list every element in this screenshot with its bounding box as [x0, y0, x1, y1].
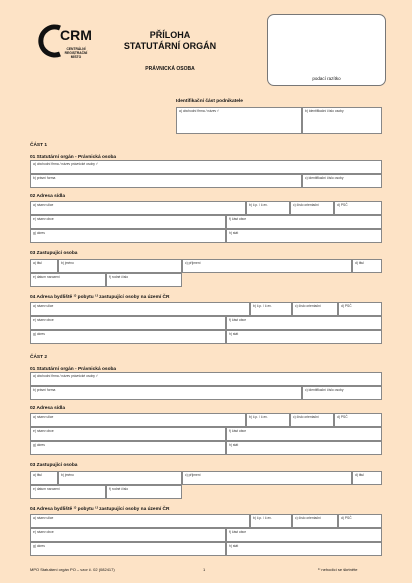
municipality-field[interactable]: e) název obce — [30, 427, 226, 441]
section-heading: 04 Adresa bydliště ¹⁾ pobytu ¹⁾ zastupující osoby na území ČR — [30, 507, 170, 512]
postcode-field[interactable]: d) PSČ — [334, 413, 382, 427]
svg-text:CRM: CRM — [60, 27, 92, 43]
ident-ico-field[interactable]: b) identifikační číslo osoby — [302, 107, 382, 134]
orientation-number-field[interactable]: c) číslo orientační — [292, 514, 338, 528]
municipality-part-field[interactable]: f) část obce — [226, 215, 382, 229]
district-field[interactable]: g) okres — [30, 542, 226, 556]
first-name-field[interactable]: b) jméno — [58, 259, 182, 273]
street-field[interactable]: a) název ulice — [30, 514, 250, 528]
stamp-box[interactable] — [267, 14, 386, 86]
section-heading: 03 Zastupující osoba — [30, 251, 78, 256]
form-id: MPO Statutární orgán PO – vzor č. 02 (082417) — [30, 567, 115, 572]
logo-subtitle: CENTRÁLNÍ REGISTRAČNÍ MÍSTO — [64, 47, 88, 59]
page-number: 1 — [203, 567, 206, 572]
country-field[interactable]: h) stát — [226, 330, 382, 344]
street-field[interactable]: a) název ulice — [30, 201, 246, 215]
section-heading: 04 Adresa bydliště ¹⁾ pobytu ¹⁾ zastupující osoby na území ČR — [30, 295, 170, 300]
section-heading: 02 Adresa sídla — [30, 194, 66, 199]
country-field[interactable]: h) stát — [226, 542, 382, 556]
birth-number-field[interactable]: f) rodné číslo — [106, 273, 182, 287]
company-name-field[interactable]: a) obchodní firma / název právnické osoby ¹⁾ — [30, 372, 382, 386]
postcode-field[interactable]: d) PSČ — [338, 514, 382, 528]
house-number-field[interactable]: b) č.p. / č.ev. — [250, 302, 292, 316]
surname-field[interactable]: c) příjmení — [182, 471, 352, 485]
surname-field[interactable]: c) příjmení — [182, 259, 352, 273]
municipality-part-field[interactable]: f) část obce — [226, 316, 382, 330]
title-before-field[interactable]: a) titul — [30, 471, 58, 485]
municipality-part-field[interactable]: f) část obce — [226, 427, 382, 441]
section-heading: 01 Statutární orgán - Právnická osoba — [30, 155, 117, 160]
birth-date-field[interactable]: e) datum narození — [30, 273, 106, 287]
municipality-field[interactable]: e) název obce — [30, 528, 226, 542]
title-before-field[interactable]: a) titul — [30, 259, 58, 273]
legal-form-field[interactable]: b) právní forma — [30, 386, 302, 400]
district-field[interactable]: g) okres — [30, 441, 226, 455]
country-field[interactable]: h) stát — [226, 229, 382, 243]
title-after-field[interactable]: d) titul — [352, 259, 382, 273]
street-field[interactable]: a) název ulice — [30, 302, 250, 316]
house-number-field[interactable]: b) č.p. / č.ev. — [250, 514, 292, 528]
country-field[interactable]: h) stát — [226, 441, 382, 455]
stamp-label: podací razítko — [312, 76, 341, 81]
house-number-field[interactable]: b) č.p. / č.ev. — [246, 201, 290, 215]
ident-name-field[interactable]: a) obchodní firma / název ¹⁾ — [176, 107, 302, 134]
municipality-part-field[interactable]: f) část obce — [226, 528, 382, 542]
title-after-field[interactable]: d) titul — [352, 471, 382, 485]
orientation-number-field[interactable]: c) číslo orientační — [290, 201, 334, 215]
municipality-field[interactable]: e) název obce — [30, 316, 226, 330]
postcode-field[interactable]: d) PSČ — [334, 201, 382, 215]
first-name-field[interactable]: b) jméno — [58, 471, 182, 485]
municipality-field[interactable]: e) název obce — [30, 215, 226, 229]
postcode-field[interactable]: d) PSČ — [338, 302, 382, 316]
section-heading: 01 Statutární orgán - Právnická osoba — [30, 367, 117, 372]
house-number-field[interactable]: b) č.p. / č.ev. — [246, 413, 290, 427]
company-name-field[interactable]: a) obchodní firma / název právnické osoby ¹⁾ — [30, 160, 382, 174]
orientation-number-field[interactable]: c) číslo orientační — [292, 302, 338, 316]
footnote: ¹⁾ nehodící se škrtněte — [318, 567, 358, 572]
birth-date-field[interactable]: e) datum narození — [30, 485, 106, 499]
company-ico-field[interactable]: c) identifikační číslo osoby — [302, 174, 382, 188]
company-ico-field[interactable]: c) identifikační číslo osoby — [302, 386, 382, 400]
section-heading: 02 Adresa sídla — [30, 406, 66, 411]
part-title: ČÁST 2 — [30, 355, 48, 360]
street-field[interactable]: a) název ulice — [30, 413, 246, 427]
form-title: PŘÍLOHA STATUTÁRNÍ ORGÁN — [123, 30, 217, 51]
district-field[interactable]: g) okres — [30, 229, 226, 243]
part-title: ČÁST 1 — [30, 143, 48, 148]
legal-form-field[interactable]: b) právní forma — [30, 174, 302, 188]
form-subtitle: PRÁVNICKÁ OSOBA — [145, 66, 195, 72]
section-heading: 03 Zastupující osoba — [30, 463, 78, 468]
birth-number-field[interactable]: f) rodné číslo — [106, 485, 182, 499]
district-field[interactable]: g) okres — [30, 330, 226, 344]
ident-heading: Identifikační část podnikatele — [176, 99, 243, 104]
orientation-number-field[interactable]: c) číslo orientační — [290, 413, 334, 427]
